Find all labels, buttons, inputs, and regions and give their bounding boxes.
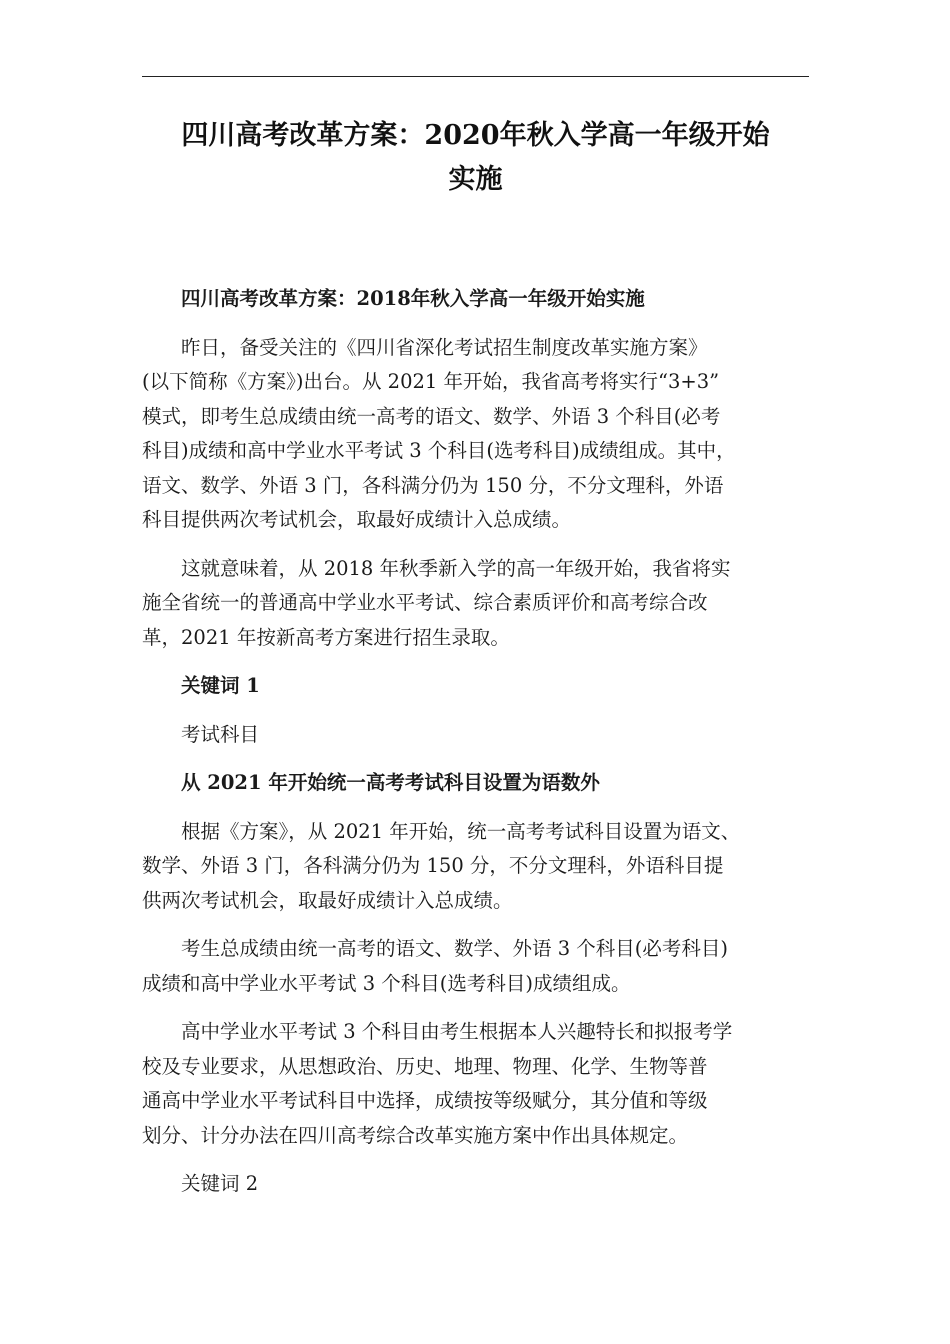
title-line-2: 实施 bbox=[448, 164, 503, 195]
paragraph-line: 关键词 1 bbox=[181, 674, 260, 697]
paragraph-line: 科目提供两次考试机会，取最好成绩计入总成绩。 bbox=[142, 508, 572, 531]
paragraph-line: 成绩和高中学业水平考试 3 个科目(选考科目)成绩组成。 bbox=[142, 971, 631, 995]
paragraph-line: 关键词 2 bbox=[181, 1172, 259, 1195]
paragraph-line: (以下简称《方案》)出台。从 2021 年开始，我省高考将实行“3+3” bbox=[142, 370, 720, 393]
paragraph bbox=[142, 1167, 822, 1202]
paragraph-line: 革，2021 年按新高考方案进行招生录取。 bbox=[142, 625, 510, 649]
paragraph-line: 这就意味着，从 2018 年秋季新入学的高一年级开始，我省将实 bbox=[181, 556, 731, 580]
paragraph-line: 根据《方案》，从 2021 年开始，统一高考考试科目设置为语文、 bbox=[181, 819, 741, 843]
paragraph-line: 考试科目 bbox=[181, 722, 260, 746]
paragraph bbox=[142, 815, 822, 919]
section-heading bbox=[142, 282, 822, 317]
paragraph-line: 考生总成绩由统一高考的语文、数学、外语 3 个科目(必考科目) bbox=[181, 937, 729, 960]
paragraph bbox=[142, 552, 822, 656]
paragraph-line: 划分、计分办法在四川高考综合改革实施方案中作出具体规定。 bbox=[142, 1123, 689, 1147]
section-heading bbox=[142, 669, 822, 704]
paragraph-line: 数学、外语 3 门，各科满分仍为 150 分，不分文理科，外语科目提 bbox=[142, 854, 724, 877]
header-rule bbox=[142, 76, 809, 77]
paragraph-line: 高中学业水平考试 3 个科目由考生根据本人兴趣特长和拟报考学 bbox=[181, 1020, 733, 1043]
paragraph bbox=[142, 718, 822, 753]
paragraph-line: 施全省统一的普通高中学业水平考试、综合素质评价和高考综合改 bbox=[142, 591, 708, 614]
paragraph-line: 供两次考试机会，取最好成绩计入总成绩。 bbox=[142, 888, 513, 912]
document-title bbox=[142, 114, 809, 202]
section-heading bbox=[142, 766, 822, 801]
paragraph-line: 通高中学业水平考试科目中选择，成绩按等级赋分，其分值和等级 bbox=[142, 1089, 708, 1112]
paragraph bbox=[142, 932, 822, 1001]
paragraph bbox=[142, 1015, 822, 1153]
paragraph-line: 四川高考改革方案：2018年秋入学高一年级开始实施 bbox=[181, 287, 645, 310]
paragraph-line: 语文、数学、外语 3 门，各科满分仍为 150 分，不分文理科，外语 bbox=[142, 473, 724, 497]
title-line-1: 四川高考改革方案：2020年秋入学高一年级开始 bbox=[181, 120, 770, 151]
paragraph-line: 科目)成绩和高中学业水平考试 3 个科目(选考科目)成绩组成。其中， bbox=[142, 439, 736, 462]
paragraph-line: 从 2021 年开始统一高考考试科目设置为语数外 bbox=[181, 771, 600, 794]
paragraph-line: 校及专业要求，从思想政治、历史、地理、物理、化学、生物等普 bbox=[142, 1054, 708, 1078]
paragraph-line: 模式，即考生总成绩由统一高考的语文、数学、外语 3 个科目(必考 bbox=[142, 404, 721, 428]
paragraph bbox=[142, 331, 822, 538]
document-body bbox=[142, 282, 822, 1202]
paragraph-line: 昨日，备受关注的《四川省深化考试招生制度改革实施方案》 bbox=[181, 335, 708, 359]
